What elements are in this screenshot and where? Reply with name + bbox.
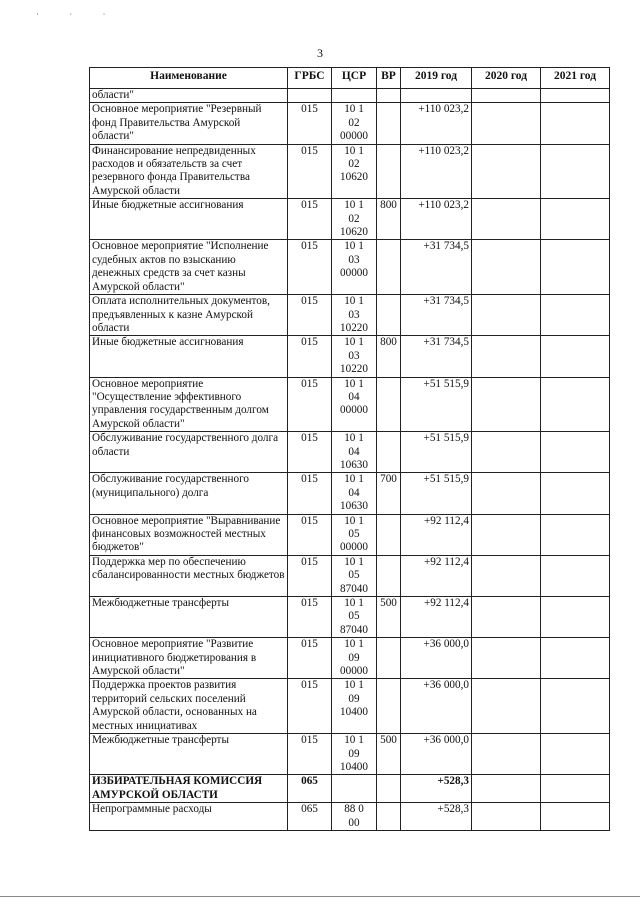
page-number: 3 <box>317 46 323 60</box>
csr-part: 10 1 <box>344 638 364 651</box>
cell-csr <box>332 734 377 775</box>
cell-name: области" <box>90 89 288 103</box>
cell-2019: +31 734,5 <box>401 336 472 377</box>
table-row <box>90 89 610 103</box>
header-2020: 2020 год <box>472 68 541 89</box>
cell-vr <box>377 377 401 432</box>
cell-name: Межбюджетные трансферты <box>90 734 288 775</box>
cell-2019: +51 515,9 <box>401 473 472 514</box>
cell-name: Основное мероприятие "Осуществление эффективного управления государственным долгом Амурской области" <box>90 377 288 432</box>
cell-grbs: 015 <box>288 514 332 555</box>
csr-part: 09 <box>348 692 360 705</box>
cell-2019: +31 734,5 <box>401 240 472 295</box>
cell-2019: +92 112,4 <box>401 597 472 638</box>
csr-part: 10 1 <box>344 295 364 308</box>
cell-2020 <box>472 803 541 831</box>
header-2021: 2021 год <box>541 68 610 89</box>
csr-part: 00000 <box>340 130 368 143</box>
cell-vr <box>377 679 401 734</box>
cell-2020 <box>472 597 541 638</box>
cell-vr: 500 <box>377 597 401 638</box>
cell-csr <box>332 295 377 336</box>
cell-2021 <box>541 638 610 679</box>
header-grbs: ГРБС <box>288 68 332 89</box>
cell-vr: 800 <box>377 199 401 240</box>
cell-grbs: 015 <box>288 103 332 144</box>
cell-csr <box>332 803 377 831</box>
csr-part: 09 <box>348 747 360 760</box>
cell-2021 <box>541 775 610 803</box>
cell-2019: +528,3 <box>401 803 472 831</box>
cell-name: Основное мероприятие "Развитие инициативного бюджетирования в Амурской области" <box>90 638 288 679</box>
csr-part: 04 <box>348 486 360 499</box>
csr-part: 10630 <box>340 500 368 513</box>
table-row <box>90 775 610 803</box>
csr-part: 87040 <box>340 623 368 636</box>
cell-2021 <box>541 336 610 377</box>
header-vr: ВР <box>377 68 401 89</box>
cell-2020 <box>472 377 541 432</box>
cell-2020 <box>472 240 541 295</box>
csr-part: 10 1 <box>344 336 364 349</box>
cell-name: Поддержка проектов развития территорий сельских поселений Амурской области, основанных на местных инициативах <box>90 679 288 734</box>
csr-part: 10400 <box>340 706 368 719</box>
cell-grbs: 065 <box>288 775 332 803</box>
cell-vr <box>377 89 401 103</box>
csr-part: 02 <box>348 212 360 225</box>
table-body <box>90 89 610 831</box>
cell-vr <box>377 103 401 144</box>
cell-2019: +92 112,4 <box>401 514 472 555</box>
csr-part: 10 1 <box>344 103 364 116</box>
cell-csr <box>332 103 377 144</box>
csr-part: 00000 <box>340 541 368 554</box>
cell-2020 <box>472 432 541 473</box>
csr-part: 10 1 <box>344 144 364 157</box>
cell-2021 <box>541 432 610 473</box>
csr-part: 05 <box>348 569 360 582</box>
cell-grbs: 015 <box>288 377 332 432</box>
table-header-row <box>90 68 610 89</box>
csr-part: 02 <box>348 158 360 171</box>
csr-part: 10620 <box>340 171 368 184</box>
cell-vr: 500 <box>377 734 401 775</box>
cell-grbs: 015 <box>288 144 332 199</box>
table-row <box>90 803 610 831</box>
cell-csr <box>332 775 377 803</box>
cell-grbs: 065 <box>288 803 332 831</box>
csr-part: 10 1 <box>344 432 364 445</box>
cell-grbs: 015 <box>288 295 332 336</box>
csr-part: 10220 <box>340 363 368 376</box>
cell-csr <box>332 432 377 473</box>
cell-2019 <box>401 89 472 103</box>
csr-part: 10 1 <box>344 199 364 212</box>
cell-2021 <box>541 555 610 596</box>
cell-name: Иные бюджетные ассигнования <box>90 336 288 377</box>
csr-part: 10220 <box>340 321 368 334</box>
csr-part: 10400 <box>340 760 368 773</box>
cell-2019: +51 515,9 <box>401 432 472 473</box>
cell-vr <box>377 514 401 555</box>
cell-name: Иные бюджетные ассигнования <box>90 199 288 240</box>
scan-edge-line <box>0 896 640 897</box>
cell-name: Непрограммные расходы <box>90 803 288 831</box>
csr-part: 10 1 <box>344 597 364 610</box>
table-row <box>90 199 610 240</box>
table-row <box>90 144 610 199</box>
cell-name: ИЗБИРАТЕЛЬНАЯ КОМИССИЯ АМУРСКОЙ ОБЛАСТИ <box>90 775 288 803</box>
csr-part: 05 <box>348 610 360 623</box>
csr-part: 03 <box>348 253 360 266</box>
table-row <box>90 638 610 679</box>
csr-part: 00000 <box>340 665 368 678</box>
cell-2020 <box>472 103 541 144</box>
table-row <box>90 295 610 336</box>
cell-grbs: 015 <box>288 336 332 377</box>
cell-vr <box>377 775 401 803</box>
cell-2021 <box>541 514 610 555</box>
cell-csr <box>332 638 377 679</box>
cell-2020 <box>472 514 541 555</box>
table-row <box>90 514 610 555</box>
cell-name: Обслуживание государственного долга области <box>90 432 288 473</box>
cell-2019: +51 515,9 <box>401 377 472 432</box>
csr-part: 10630 <box>340 458 368 471</box>
csr-part: 87040 <box>340 582 368 595</box>
cell-name: Основное мероприятие "Резервный фонд Правительства Амурской области" <box>90 103 288 144</box>
cell-2021 <box>541 89 610 103</box>
csr-part: 02 <box>348 116 360 129</box>
cell-2021 <box>541 144 610 199</box>
cell-grbs: 015 <box>288 473 332 514</box>
header-2019: 2019 год <box>401 68 472 89</box>
csr-part: 03 <box>348 349 360 362</box>
cell-grbs: 015 <box>288 679 332 734</box>
cell-2021 <box>541 377 610 432</box>
table-row <box>90 103 610 144</box>
cell-vr: 800 <box>377 336 401 377</box>
table-row <box>90 597 610 638</box>
cell-csr <box>332 555 377 596</box>
cell-2019: +31 734,5 <box>401 295 472 336</box>
cell-2020 <box>472 295 541 336</box>
scan-specks: ˙ ˙ ˙ <box>36 12 120 22</box>
cell-name: Оплата исполнительных документов, предъявленных к казне Амурской области <box>90 295 288 336</box>
cell-grbs: 015 <box>288 597 332 638</box>
table-row <box>90 473 610 514</box>
csr-part: 10 1 <box>344 473 364 486</box>
budget-table <box>89 67 610 831</box>
cell-csr <box>332 199 377 240</box>
csr-part: 10620 <box>340 226 368 239</box>
cell-grbs <box>288 89 332 103</box>
cell-2020 <box>472 638 541 679</box>
cell-csr <box>332 377 377 432</box>
cell-2019: +36 000,0 <box>401 638 472 679</box>
cell-2019: +36 000,0 <box>401 734 472 775</box>
csr-part: 09 <box>348 651 360 664</box>
cell-2021 <box>541 240 610 295</box>
cell-csr <box>332 473 377 514</box>
cell-name: Основное мероприятие "Исполнение судебных актов по взысканию денежных средств за счет казны Амурской области" <box>90 240 288 295</box>
cell-2020 <box>472 336 541 377</box>
table-row <box>90 377 610 432</box>
cell-grbs: 015 <box>288 555 332 596</box>
cell-vr <box>377 295 401 336</box>
cell-name: Обслуживание государственного (муниципального) долга <box>90 473 288 514</box>
table-row <box>90 336 610 377</box>
cell-2020 <box>472 734 541 775</box>
cell-grbs: 015 <box>288 432 332 473</box>
cell-vr <box>377 144 401 199</box>
csr-part: 04 <box>348 390 360 403</box>
cell-2021 <box>541 679 610 734</box>
csr-part: 00000 <box>340 404 368 417</box>
cell-2020 <box>472 555 541 596</box>
cell-2021 <box>541 295 610 336</box>
cell-csr <box>332 597 377 638</box>
cell-vr <box>377 638 401 679</box>
header-csr: ЦСР <box>332 68 377 89</box>
cell-name: Финансирование непредвиденных расходов и обязательств за счет резервного фонда Правительства Амурской области <box>90 144 288 199</box>
cell-2019: +110 023,2 <box>401 144 472 199</box>
csr-part: 03 <box>348 308 360 321</box>
cell-csr <box>332 336 377 377</box>
csr-part: 10 1 <box>344 514 364 527</box>
cell-grbs: 015 <box>288 734 332 775</box>
cell-2021 <box>541 473 610 514</box>
table-row <box>90 679 610 734</box>
csr-part: 05 <box>348 528 360 540</box>
table-row <box>90 432 610 473</box>
cell-2019: +528,3 <box>401 775 472 803</box>
csr-part: 10 1 <box>344 734 364 747</box>
table-row <box>90 240 610 295</box>
csr-part: 10 1 <box>344 240 364 253</box>
csr-part: 10 1 <box>344 555 364 568</box>
cell-csr <box>332 679 377 734</box>
cell-2021 <box>541 199 610 240</box>
cell-2019: +110 023,2 <box>401 199 472 240</box>
cell-vr <box>377 432 401 473</box>
csr-part: 10 1 <box>344 679 364 692</box>
cell-2021 <box>541 103 610 144</box>
csr-part: 04 <box>348 445 360 458</box>
cell-csr <box>332 144 377 199</box>
cell-name: Межбюджетные трансферты <box>90 597 288 638</box>
cell-vr: 700 <box>377 473 401 514</box>
cell-grbs: 015 <box>288 638 332 679</box>
cell-2020 <box>472 89 541 103</box>
cell-2020 <box>472 775 541 803</box>
cell-csr <box>332 89 377 103</box>
cell-vr <box>377 555 401 596</box>
cell-2021 <box>541 597 610 638</box>
cell-vr <box>377 240 401 295</box>
cell-2020 <box>472 679 541 734</box>
cell-2019: +36 000,0 <box>401 679 472 734</box>
table-row <box>90 555 610 596</box>
cell-csr <box>332 240 377 295</box>
csr-part: 10 1 <box>344 377 364 390</box>
table-row <box>90 734 610 775</box>
cell-csr <box>332 514 377 555</box>
cell-2021 <box>541 803 610 831</box>
cell-name: Основное мероприятие "Выравнивание финансовых возможностей местных бюджетов" <box>90 514 288 555</box>
header-name: Наименование <box>90 68 288 89</box>
csr-part: 00 <box>348 816 360 829</box>
csr-part: 88 0 <box>344 803 364 816</box>
cell-grbs: 015 <box>288 240 332 295</box>
cell-grbs: 015 <box>288 199 332 240</box>
cell-2020 <box>472 473 541 514</box>
csr-part: 00000 <box>340 267 368 280</box>
cell-name: Поддержка мер по обеспечению сбалансированности местных бюджетов <box>90 555 288 596</box>
cell-2019: +110 023,2 <box>401 103 472 144</box>
cell-vr <box>377 803 401 831</box>
cell-2020 <box>472 199 541 240</box>
cell-2021 <box>541 734 610 775</box>
cell-2019: +92 112,4 <box>401 555 472 596</box>
cell-2020 <box>472 144 541 199</box>
